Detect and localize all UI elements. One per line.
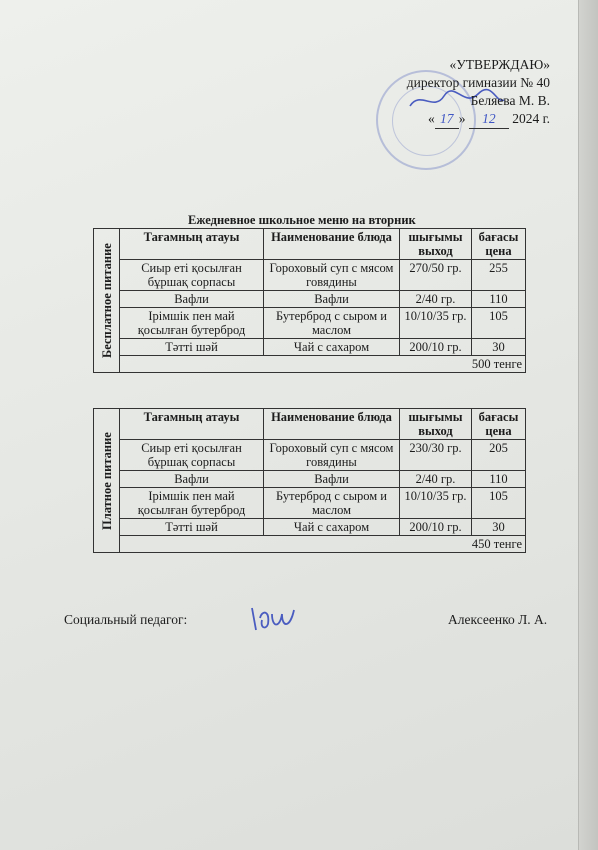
- col-ru-name: Наименование блюда: [264, 409, 400, 440]
- approval-director-name: Беляева М. В.: [470, 93, 550, 108]
- total-value: 500 тенге: [120, 356, 526, 373]
- total-row: [94, 536, 526, 553]
- col-output: шығымы выход: [400, 409, 472, 440]
- approval-date: « 17 » 12 2024 г.: [350, 110, 550, 129]
- approval-position: директор гимназии № 40: [406, 75, 550, 90]
- date-month: 12: [469, 110, 509, 129]
- date-year: 2024 г.: [512, 111, 550, 126]
- col-kz-name: Тағамның атауы: [120, 229, 264, 260]
- table-row: Тәтті шәй Чай с сахаром 200/10 гр. 30: [94, 339, 526, 356]
- total-value: 450 тенге: [120, 536, 526, 553]
- free-meal-table: [93, 228, 526, 373]
- table-row: Сиыр еті қосылған бұршақ сорпасы Гороховый суп с мясом говядины 230/30 гр. 205: [94, 440, 526, 471]
- table-row: Ірімшік пен май қосылған бутерброд Бутерброд с сыром и маслом 10/10/35 гр. 105: [94, 308, 526, 339]
- table-row: Вафли Вафли 2/40 гр. 110: [94, 471, 526, 488]
- free-meal-side-label: Бесплатное питание: [94, 229, 120, 373]
- pedagogue-signature: [248, 600, 298, 636]
- approval-block: [350, 56, 550, 129]
- col-price: бағасы цена: [472, 229, 526, 260]
- paid-meal-table: [93, 408, 526, 553]
- table-row: Сиыр еті қосылған бұршақ сорпасы Гороховый суп с мясом говядины 270/50 гр. 255: [94, 260, 526, 291]
- paid-meal-side-label: Платное питание: [94, 409, 120, 553]
- approval-heading: «УТВЕРЖДАЮ»: [449, 57, 550, 72]
- footer-name: Алексеенко Л. А.: [448, 612, 548, 627]
- menu-title: Ежедневное школьное меню на вторник: [188, 213, 416, 227]
- table-row: Вафли Вафли 2/40 гр. 110: [94, 291, 526, 308]
- table-row: Ірімшік пен май қосылған бутерброд Бутерброд с сыром и маслом 10/10/35 гр. 105: [94, 488, 526, 519]
- page-edge: [578, 0, 598, 850]
- date-day: 17: [435, 110, 459, 129]
- col-price: бағасы цена: [472, 409, 526, 440]
- col-kz-name: Тағамның атауы: [120, 409, 264, 440]
- col-output: шығымы выход: [400, 229, 472, 260]
- col-ru-name: Наименование блюда: [264, 229, 400, 260]
- table-row: Тәтті шәй Чай с сахаром 200/10 гр. 30: [94, 519, 526, 536]
- total-row: [94, 356, 526, 373]
- footer-role: Социальный педагог:: [64, 612, 188, 627]
